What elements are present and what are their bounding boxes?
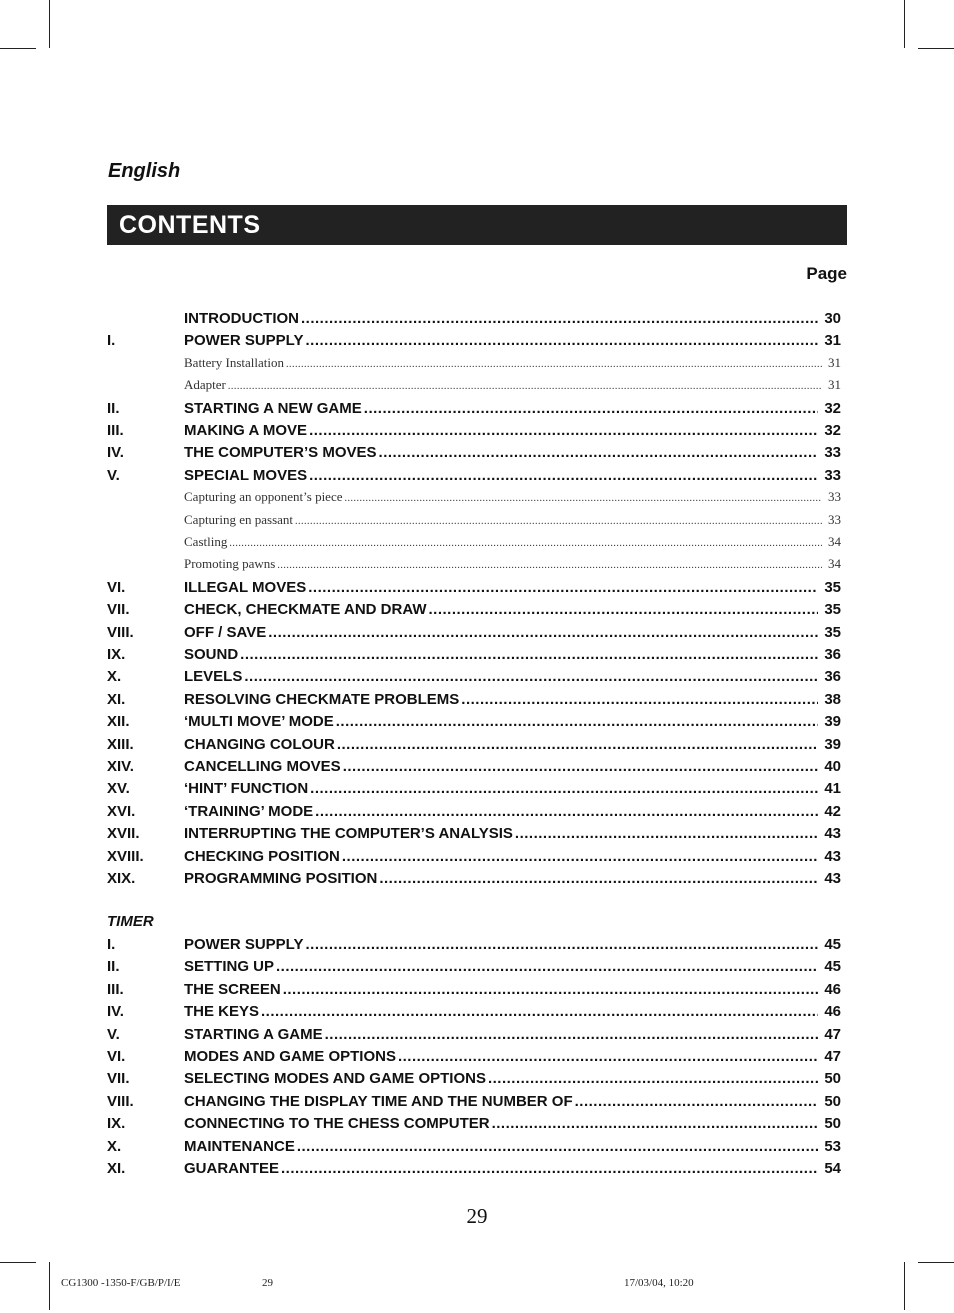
footer-datetime: 17/03/04, 10:20 [624,1277,694,1289]
toc-entry [107,668,841,685]
dot-leader [276,958,818,975]
toc-entry-number: XIV. [107,758,134,775]
crop-mark [904,1262,905,1310]
toc-entry-title: PROGRAMMING POSITION [184,870,378,887]
toc-entry-page: 39 [824,735,841,753]
toc-entry-number: VI. [107,1048,126,1065]
toc-entry-page: 50 [824,1070,841,1088]
dot-leader [364,400,819,417]
toc-entry-page: 39 [824,713,841,731]
toc-entry-number: III. [107,422,124,439]
toc-entry [107,534,841,550]
toc-entry-title: SETTING UP [184,958,275,976]
toc-entry-title: Battery Installation [184,354,285,370]
footer-page: 29 [262,1277,273,1289]
dot-leader [325,1026,819,1043]
toc-entry-title: MAKING A MOVE [184,422,308,439]
dot-leader [309,422,818,439]
toc-entry-page: 35 [824,623,841,641]
toc-entry [107,332,841,349]
toc-entry-page: 34 [828,534,841,549]
dot-leader [342,848,818,865]
toc-entry-number: XIX. [107,870,136,887]
toc-entry [107,310,841,327]
toc-entry-title: ILLEGAL MOVES [184,578,307,596]
dot-leader [345,489,823,505]
toc-entry-page: 38 [824,690,841,708]
dot-leader [229,534,822,550]
toc-entry-title: Promoting pawns [184,556,276,572]
crop-mark [918,1262,954,1263]
toc-entry-title: Castling [184,534,228,549]
toc-entry-number: V. [107,466,120,484]
dot-leader [337,736,818,753]
toc-entry [107,579,841,596]
toc-entry [107,646,841,663]
toc-entry-number: XVI. [107,802,136,820]
toc-entry-title: CHECKING POSITION [184,847,340,865]
toc-entry-title: Capturing en passant [184,511,294,527]
toc-entry-title: SOUND [184,646,239,663]
toc-entry [107,1070,841,1087]
toc-entry-page: 45 [824,936,841,953]
toc-entry-title: MAINTENANCE [184,1137,295,1155]
toc-entry-page: 43 [824,825,841,843]
footer-code: CG1300 -1350-F/GB/P/I/E [61,1277,181,1289]
dot-leader [575,1093,819,1110]
toc-entry-title: THE KEYS [184,1003,260,1021]
toc-entry-title: THE SCREEN [184,980,281,998]
toc-entry-number: XIII. [107,735,134,753]
toc-entry-page: 43 [824,870,841,887]
toc-entry [107,1093,841,1110]
toc-entry-number: XVII. [107,825,140,843]
toc-entry-title: CHANGING COLOUR [184,735,335,753]
toc-entry-title: Adapter [184,377,226,393]
dot-leader [379,870,818,887]
toc-entry-page: 36 [824,646,841,663]
toc-entry-page: 41 [824,780,841,798]
toc-entry-title: INTRODUCTION [184,310,299,327]
dot-leader [310,780,818,797]
toc-entry-number: VI. [107,578,126,596]
toc-entry [107,758,841,775]
toc-entry-title: THE COMPUTER’S MOVES [184,444,377,462]
dot-leader [244,668,818,685]
toc-entry-title: MODES AND GAME OPTIONS [184,1048,396,1065]
toc-entry-title: CHANGING THE DISPLAY TIME AND THE NUMBER OF [184,1092,573,1110]
dot-leader [429,601,819,618]
toc-entry [107,936,841,953]
dot-leader [343,758,819,775]
toc-entry [107,736,841,753]
toc-entry-number: XI. [107,690,126,708]
contents-banner [107,205,847,245]
dot-leader [281,1160,818,1177]
toc-entry-page: 43 [824,847,841,865]
toc-entry-title: GUARANTEE [184,1160,280,1177]
toc-entry-page: 42 [824,802,841,820]
toc-entry [107,601,841,618]
dot-leader [295,512,822,528]
toc-entry-number: II. [107,958,120,976]
toc-entry-number: I. [107,936,116,953]
toc-entry-page: 46 [824,980,841,998]
toc-entry-title: ‘MULTI MOVE’ MODE [184,713,334,731]
toc-entry-number: XII. [107,713,130,731]
toc-entry-number: IV. [107,1003,124,1021]
toc-entry [107,1115,841,1132]
toc-entry-title: STARTING A NEW GAME [184,399,362,417]
crop-mark [0,1262,36,1263]
toc-entry [107,981,841,998]
dot-leader [336,713,819,730]
toc-entry-title: CANCELLING MOVES [184,758,341,775]
toc-entry-page: 33 [828,511,841,527]
toc-entry-page: 31 [828,377,841,393]
dot-leader [268,624,818,641]
toc-entry-title: LEVELS [184,668,243,686]
toc-entry [107,355,841,371]
crop-mark [918,48,954,49]
toc-entry-title: OFF / SAVE [184,623,267,641]
toc-entry-page: 36 [824,668,841,686]
toc-entry-page: 45 [824,958,841,976]
toc-entry-page: 40 [824,758,841,775]
timer-heading: TIMER [107,913,154,930]
dot-leader [305,936,818,953]
toc-entry-number: X. [107,1137,122,1155]
toc-entry-page: 30 [824,310,841,327]
toc-entry [107,400,841,417]
toc-entry-number: IV. [107,444,124,462]
toc-entry-page: 34 [828,556,841,572]
toc-entry-title: CONNECTING TO THE CHESS COMPUTER [184,1115,490,1133]
toc-entry [107,422,841,439]
toc-entry-number: IX. [107,1115,126,1133]
toc-entry-number: VIII. [107,623,134,641]
toc-entry-number: VII. [107,1070,130,1088]
dot-leader [261,1003,818,1020]
toc-entry [107,1138,841,1155]
toc-entry-number: XVIII. [107,847,144,865]
toc-entry-page: 31 [828,354,841,370]
dot-leader [308,579,818,596]
dot-leader [315,803,818,820]
toc-entry [107,489,841,505]
toc-entry [107,1003,841,1020]
toc-entry-page: 47 [824,1025,841,1043]
toc-entry-page: 54 [824,1160,841,1177]
crop-mark [49,0,50,48]
dot-leader [240,646,818,663]
toc-entry-number: II. [107,399,120,417]
toc-entry-title: STARTING A GAME [184,1025,323,1043]
toc-entry-number: V. [107,1025,120,1043]
toc-entry-title: POWER SUPPLY [184,936,304,953]
toc-entry [107,624,841,641]
toc-entry-page: 32 [824,399,841,417]
toc-entry-number: I. [107,332,116,350]
dot-leader [488,1070,818,1087]
crop-mark [0,48,36,49]
toc-entry [107,691,841,708]
toc-entry-number: VII. [107,601,130,619]
toc-entry-page: 35 [824,601,841,619]
toc-entry [107,713,841,730]
toc-entry-page: 53 [824,1137,841,1155]
toc-entry [107,556,841,572]
toc-entry [107,780,841,797]
dot-leader [461,691,818,708]
toc-entry [107,870,841,887]
toc-entry-page: 47 [824,1048,841,1065]
toc-entry-number: X. [107,668,122,686]
dot-leader [228,377,822,393]
toc-entry-page: 32 [824,422,841,439]
language-label: English [108,160,181,182]
toc-entry [107,377,841,393]
toc-entry [107,467,841,484]
toc-entry [107,825,841,842]
toc-entry [107,1160,841,1177]
page-number: 29 [466,1204,488,1228]
crop-mark [904,0,905,48]
toc-entry-title: SELECTING MODES AND GAME OPTIONS [184,1070,486,1088]
toc-entry-title: ‘HINT’ FUNCTION [184,780,309,798]
dot-leader [398,1048,818,1065]
dot-leader [309,467,818,484]
toc-entry [107,1026,841,1043]
toc-entry-page: 50 [824,1115,841,1133]
toc-entry-page: 33 [824,444,841,462]
dot-leader [492,1115,819,1132]
toc-entry-title: SPECIAL MOVES [184,466,308,484]
toc-entry-page: 50 [824,1092,841,1110]
toc-entry-number: XI. [107,1160,126,1177]
dot-leader [297,1138,818,1155]
toc-entry [107,803,841,820]
toc-entry-title: INTERRUPTING THE COMPUTER’S ANALYSIS [184,825,513,843]
dot-leader [305,332,818,349]
toc-entry-title: ‘TRAINING’ MODE [184,802,314,820]
contents-heading: CONTENTS [119,211,261,239]
toc-entry-page: 35 [824,578,841,596]
toc-entry-title: RESOLVING CHECKMATE PROBLEMS [184,690,460,708]
crop-mark [49,1262,50,1310]
dot-leader [301,310,818,327]
page-column-header: Page [806,264,847,283]
dot-leader [286,355,822,371]
toc-entry-number: IX. [107,646,126,663]
toc-entry-number: VIII. [107,1092,134,1110]
dot-leader [379,444,819,461]
toc-entry [107,848,841,865]
toc-entry [107,512,841,528]
toc-entry-page: 33 [824,466,841,484]
toc-entry-title: CHECK, CHECKMATE AND DRAW [184,601,427,619]
dot-leader [283,981,819,998]
toc-entry-number: XV. [107,780,130,798]
toc-entry [107,958,841,975]
toc-entry [107,1048,841,1065]
dot-leader [515,825,818,842]
toc-entry [107,444,841,461]
toc-entry-page: 31 [824,332,841,350]
toc-entry-title: Capturing an opponent’s piece [184,489,343,505]
dot-leader [277,556,822,572]
toc-entry-number: III. [107,980,124,998]
toc-entry-title: POWER SUPPLY [184,332,304,350]
toc-entry-page: 46 [824,1003,841,1021]
toc-entry-page: 33 [828,489,841,505]
